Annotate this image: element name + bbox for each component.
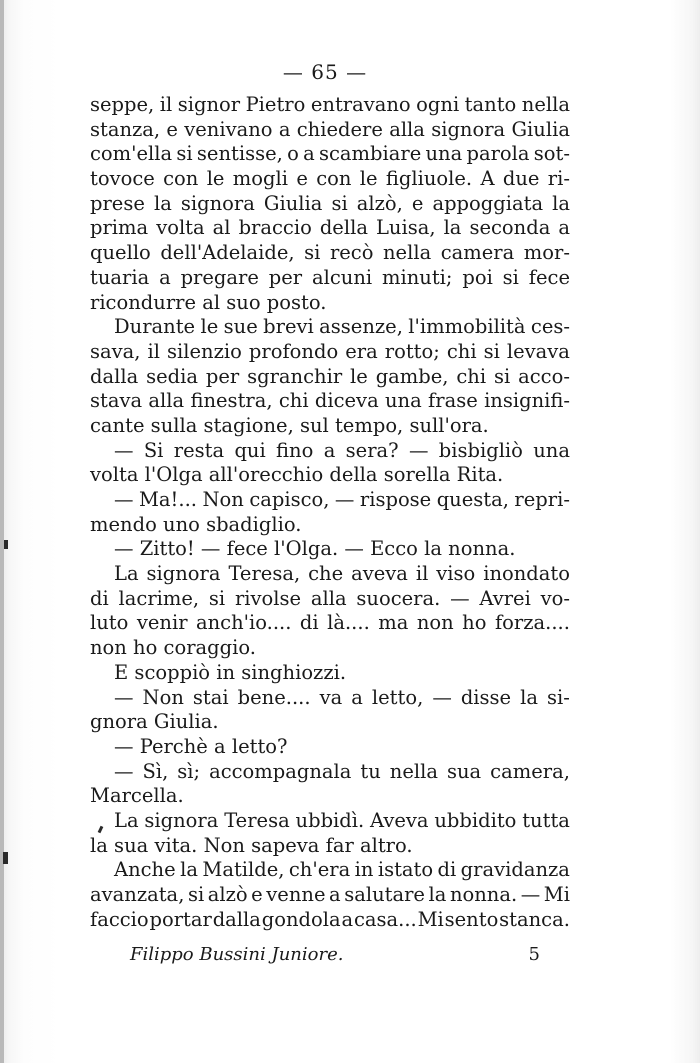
word: in — [354, 858, 374, 882]
page-gutter-shadow — [0, 0, 4, 1063]
word: signora — [146, 562, 221, 586]
word: Teresa — [224, 808, 290, 832]
text-line — [90, 142, 570, 167]
text-line: Marcella. — [90, 784, 184, 808]
word: alcuni — [311, 265, 373, 289]
word: parola — [466, 142, 530, 166]
word: — — [450, 586, 470, 610]
word: Non — [142, 685, 184, 709]
word: tu — [360, 759, 381, 783]
word: rivolse — [234, 586, 302, 610]
word: Mi — [417, 907, 444, 931]
word: si — [483, 339, 500, 363]
word: sedia — [146, 364, 198, 388]
word: sua — [446, 759, 482, 783]
word: si — [176, 142, 193, 166]
word: a — [341, 907, 354, 931]
word: — — [114, 759, 134, 783]
word: sera? — [345, 438, 399, 462]
word: a — [329, 883, 341, 906]
word: Mi — [543, 883, 570, 906]
word: minuti; — [381, 265, 453, 289]
word: era — [345, 339, 378, 363]
word: Giulia — [263, 191, 323, 215]
word: entravano — [310, 93, 411, 116]
word: levava — [506, 339, 570, 363]
word: mor- — [523, 241, 570, 265]
word: sgranchir — [247, 364, 343, 388]
word: mogli — [232, 167, 288, 191]
word: venir — [136, 611, 188, 635]
word: profondo — [248, 339, 339, 363]
word: questa, — [436, 488, 509, 511]
word: recò — [329, 241, 374, 265]
word: seconda — [469, 216, 551, 240]
word: che — [308, 562, 344, 586]
word: sava, — [90, 339, 141, 363]
footer-author: Filippo Bussini Juniore. — [130, 944, 344, 965]
word: ubbidito — [434, 808, 517, 832]
word: signor — [177, 93, 241, 116]
word: a — [323, 438, 336, 462]
word: Sì, — [142, 759, 169, 783]
word: luto — [90, 611, 129, 635]
word: ho — [462, 611, 487, 635]
word: pregare — [180, 265, 259, 289]
text-line — [90, 167, 570, 192]
text-line: E scoppiò in singhiozzi. — [114, 660, 347, 684]
word: ces- — [530, 315, 570, 339]
word: camera, — [490, 759, 570, 783]
word: con — [163, 167, 199, 191]
word: le — [350, 364, 368, 388]
word: tanto — [464, 93, 517, 116]
scan-speck — [4, 540, 8, 549]
word: Aveva — [370, 808, 429, 832]
word: si — [502, 265, 519, 289]
text-line: non ho coraggio. — [90, 636, 256, 660]
body-text — [90, 93, 570, 932]
word: Durante — [114, 315, 196, 339]
word: nonna. — [449, 883, 518, 906]
word: Giulia — [511, 117, 570, 141]
page-number: — 65 — — [282, 60, 368, 84]
word: tuaria — [90, 265, 150, 289]
word: e — [296, 167, 308, 191]
text-line — [90, 365, 570, 390]
text-line: gnora Giulia. — [90, 710, 219, 734]
word: il — [415, 562, 429, 586]
word: forza.... — [494, 611, 570, 635]
text-line — [90, 216, 570, 241]
word: accompagnala — [209, 759, 352, 783]
word: frase — [428, 389, 478, 413]
word: salutare — [344, 883, 425, 906]
word: o — [287, 142, 299, 166]
word: Luisa, — [375, 216, 436, 240]
word: acco- — [518, 364, 570, 388]
word: fece — [528, 265, 570, 289]
word: avanzata, — [90, 883, 185, 906]
word: casa... — [353, 907, 417, 931]
word: — — [114, 488, 134, 511]
word: signora — [431, 117, 506, 141]
word: si — [331, 191, 348, 215]
word: fino — [276, 438, 314, 462]
word: la — [520, 685, 538, 709]
word: finestra, — [190, 389, 273, 413]
word: — — [520, 883, 541, 906]
word: sot- — [533, 142, 570, 166]
text-line — [90, 562, 570, 587]
word: letto, — [371, 685, 424, 709]
word: gambe, — [375, 364, 449, 388]
word: Anche — [114, 858, 176, 882]
text-line: — Zitto! — fece l'Olga. — Ecco la nonna. — [114, 537, 516, 561]
word: a — [159, 265, 171, 289]
word: a — [278, 117, 291, 141]
word: appoggiata — [432, 191, 544, 215]
word: faccio — [90, 907, 149, 931]
word: anch'io.... — [196, 611, 292, 635]
word: vo- — [540, 586, 570, 610]
word: Teresa, — [228, 562, 301, 586]
word: chi — [446, 339, 477, 363]
word: repri- — [514, 488, 570, 511]
word: si — [493, 364, 511, 388]
word: una — [425, 142, 463, 166]
text-line — [90, 611, 570, 636]
word: camera — [440, 241, 515, 265]
word: stava — [90, 389, 143, 413]
word: A — [480, 167, 495, 191]
text-line — [90, 908, 570, 933]
word: signora — [144, 808, 219, 832]
text-line — [90, 315, 570, 340]
text-line — [90, 93, 570, 118]
scan-speck — [3, 852, 8, 864]
word: la — [428, 883, 447, 906]
word: di — [299, 611, 319, 635]
word: gravidanza — [460, 858, 570, 882]
word: va — [319, 685, 343, 709]
text-line — [90, 118, 570, 143]
word: braccio — [238, 216, 312, 240]
word: nella — [521, 93, 570, 116]
word: La — [114, 808, 139, 832]
word: signora — [180, 191, 255, 215]
text-line — [90, 858, 570, 883]
word: tutta — [522, 808, 570, 832]
word: la — [153, 191, 172, 215]
word: poi — [462, 265, 493, 289]
word: portar — [149, 907, 212, 931]
word: chiedere — [296, 117, 383, 141]
word: stai — [192, 685, 229, 709]
word: resta — [173, 438, 225, 462]
word: gondola — [261, 907, 341, 931]
word: brevi — [263, 315, 314, 339]
word: si — [208, 586, 226, 610]
word: — — [114, 685, 134, 709]
word: ogni — [416, 93, 460, 116]
word: e — [251, 883, 263, 906]
word: sue — [223, 315, 258, 339]
text-line — [90, 192, 570, 217]
word: ch'era — [288, 858, 351, 882]
word: Pietro — [245, 93, 306, 116]
word: le — [200, 315, 219, 339]
word: — — [408, 438, 429, 462]
text-line — [90, 439, 570, 464]
word: Non — [202, 488, 244, 511]
text-line — [90, 809, 570, 834]
word: e — [166, 117, 178, 141]
word: — — [334, 488, 355, 511]
word: alla — [389, 117, 425, 141]
word: una — [533, 438, 570, 462]
word: dalla — [90, 364, 139, 388]
word: dalla — [212, 907, 261, 931]
word: la — [443, 216, 462, 240]
text-line — [90, 340, 570, 365]
word: prese — [90, 191, 145, 215]
text-line — [90, 488, 570, 513]
word: Matilde, — [202, 858, 285, 882]
word: disse — [460, 685, 512, 709]
word: le — [359, 167, 378, 191]
word: le — [206, 167, 225, 191]
word: stanca. — [499, 907, 570, 931]
word: alzò, — [356, 191, 403, 215]
word: volta — [156, 216, 205, 240]
word: venne — [266, 883, 326, 906]
text-line: ricondurre al suo posto. — [90, 290, 327, 314]
word: di — [437, 858, 457, 882]
word: una — [385, 389, 422, 413]
word: nella — [383, 241, 432, 265]
text-line — [90, 241, 570, 266]
word: Si — [143, 438, 164, 462]
word: il — [147, 339, 160, 363]
text-line: — Perchè a letto? — [114, 734, 288, 758]
word: per — [205, 364, 240, 388]
word: inondato — [483, 562, 570, 586]
word: con — [316, 167, 352, 191]
word: e — [411, 191, 424, 215]
word: a — [351, 685, 363, 709]
word: la — [552, 191, 570, 215]
text-line — [90, 883, 570, 908]
word: rispose — [359, 488, 432, 511]
word: a — [558, 216, 570, 240]
text-line — [90, 389, 570, 414]
word: due — [502, 167, 540, 191]
word: non — [416, 611, 454, 635]
text-line — [90, 760, 570, 785]
word: alla — [148, 389, 185, 413]
word: si- — [547, 685, 570, 709]
text-line: cante sulla stagione, sul tempo, sull'ora. — [90, 413, 489, 437]
word: istato — [377, 858, 434, 882]
word: alla — [310, 586, 347, 610]
word: sentisse, — [196, 142, 283, 166]
word: l'immobilità — [408, 315, 526, 339]
word: — — [432, 685, 452, 709]
word: quello — [90, 241, 151, 265]
word: alzò — [207, 883, 248, 906]
word: si — [304, 241, 321, 265]
word: Ma!... — [138, 488, 197, 511]
word: rotto; — [384, 339, 440, 363]
text-line — [90, 686, 570, 711]
word: si — [187, 883, 205, 906]
word: chi — [456, 364, 487, 388]
word: bene.... — [237, 685, 311, 709]
word: diceva — [314, 389, 379, 413]
word: prima — [90, 216, 149, 240]
word: di — [90, 586, 109, 610]
word: della — [319, 216, 368, 240]
word: lacrime, — [118, 586, 200, 610]
word: chi — [278, 389, 309, 413]
word: La — [114, 562, 139, 586]
word: com'ella — [90, 142, 173, 166]
word: assenze, — [319, 315, 403, 339]
word: al — [212, 216, 231, 240]
text-line — [90, 266, 570, 291]
word: dell'Adelaide, — [160, 241, 295, 265]
word: suocera. — [356, 586, 441, 610]
word: aveva — [351, 562, 408, 586]
word: figliuole. — [385, 167, 473, 191]
word: nella — [389, 759, 438, 783]
word: seppe, — [90, 93, 155, 116]
word: a — [303, 142, 315, 166]
word: bisbigliò — [438, 438, 523, 462]
word: insignifi- — [484, 389, 570, 413]
word: scambiare — [318, 142, 422, 166]
word: Avrei — [479, 586, 531, 610]
word: là.... — [327, 611, 370, 635]
word: ri- — [547, 167, 570, 191]
word: capisco, — [249, 488, 330, 511]
word: tovoce — [90, 167, 155, 191]
word: qui — [234, 438, 266, 462]
word: venivano — [184, 117, 273, 141]
text-line: la sua vita. Non sapeva far altro. — [90, 833, 413, 857]
word: — — [114, 438, 134, 462]
signature-mark: 5 — [528, 944, 540, 965]
word: viso — [436, 562, 476, 586]
word: la — [180, 858, 198, 882]
word: il — [159, 93, 173, 116]
word: silenzio — [167, 339, 242, 363]
word: sì; — [177, 759, 201, 783]
word: stanza, — [90, 117, 161, 141]
text-line: volta l'Olga all'orecchio della sorella Rita. — [90, 463, 504, 487]
word: per — [268, 265, 303, 289]
text-line — [90, 587, 570, 612]
word: sento — [444, 907, 499, 931]
word: ubbidì. — [295, 808, 365, 832]
text-line: mendo uno sbadiglio. — [90, 512, 302, 536]
word: ma — [378, 611, 409, 635]
